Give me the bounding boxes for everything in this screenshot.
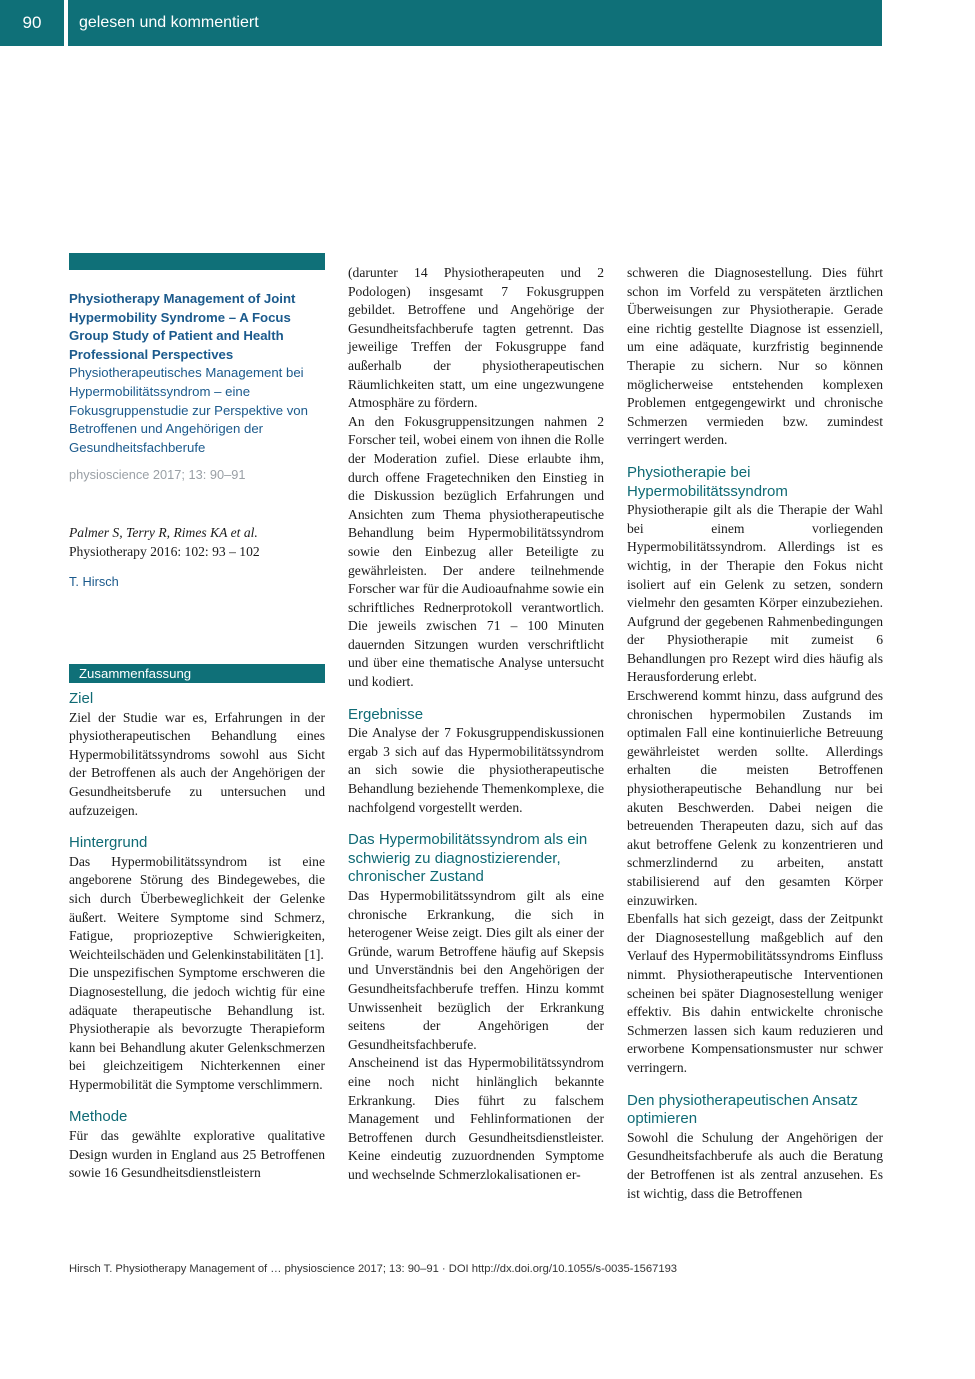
heading-ansatz: Den physiotherapeutischen Ansatz optimieren [627,1091,858,1128]
paragraph-ergebnisse: Die Analyse der 7 Fokusgruppendiskussionen ergab 3 sich auf das Hypermobilitätssyndrom an sich sowie die physiotherapeutische Behandlung beziehende Themenkomplexe, die nachfolgend vorgestellt werden. [348,725,604,815]
paragraph-col3-1: schweren die Diagnosestellung. Dies führt schon im Vorfeld zu verspäteten ärztlichen Überweisungen zur Physiotherapie. Gerade eine richtig gestellte Diagnose ist essenziell, um eine adäquate, kurzfristig beginnende Therapie zu sichern. Nur so können möglicherweise entstehenden komplexen Problemen entgegengewirkt und chronische Schmerzen vermieden bzw. zumindest verringert werden. [627,265,883,448]
paragraph-methode: Für das gewählte explorative qualitative Design wurden in England aus 25 Betroffenen sowie 16 Gesundheitsdienstleistern [69,1128,325,1181]
paragraph-syndrom-2: Anscheinend ist das Hypermobilitätssyndrom eine noch nicht hinlänglich bekannte Erkrankung. Dies führt zu falschem Management und Fehlinformationen der Betroffenen durch Gesundheitsdienstleister. Keine eindeutig zuzuordnenden Symptome und wechselnde Schmerzlokalisationen er- [348,1055,604,1182]
heading-ziel: Ziel [69,690,94,707]
citation-source: Physiotherapy 2016: 102: 93 – 102 [69,543,260,559]
column-3 [627,264,883,1203]
paragraph-physio-1: Physiotherapie gilt als die Therapie der Wahl bei einem vorliegenden Hypermobilitätssyndrom. Allerdings ist es wichtig, in der Therapie den Fokus nicht isoliert auf ein Gelenk zu setzen, sondern vielmehr den gesamten Körper einzubeziehen. Aufgrund der gegebenen Rahmenbedingungen der Physiotherapie mit zumeist 6 Behandlungen pro Rezept wird dies häufig als Herausforderung erlebt. [627,502,883,685]
title-english: Physiotherapy Management of Joint Hypermobility Syndrome – A Focus Group Study of Patient and Health Professional Perspectives [69,291,296,362]
header-bar [0,0,882,46]
paragraph-col2-2: An den Fokusgruppensitzungen nahmen 2 Forscher teil, wobei einem von ihnen die Rolle der Moderation zufiel. Diese erlaubte ihm, durch offene Fragetechniken den Einstieg in die Diskussion bezüglich Erfahrungen und Ansichten zum Thema physiotherapeutische Behandlung beim Hypermobilitätssyndrom sowie den Einbezug aller Beteiligte zu gewährleisten. Der andere teilnehmende Forscher war für die Audioaufnahme sowie ein schriftliches Rednerprotokoll verantwortlich. Die jeweils zwischen 71 – 100 Minuten dauernden Sitzungen wurden verschriftlicht und über eine thematische Analyse untersucht und kodiert. [348,413,604,690]
heading-ergebnisse: Ergebnisse [348,705,424,723]
heading-methode: Methode [69,1108,128,1126]
paragraph-ansatz: Sowohl die Schulung der Angehörigen der Gesundheitsfachberufe als auch die Beratung der Betroffenen ist als zentral anzusehen. Es ist wichtig, dass die Betroffenen [627,1129,883,1201]
section-name: gelesen und kommentiert [79,14,259,31]
commentary-author: T. Hirsch [69,574,119,589]
citation-authors: Palmer S, Terry R, Rimes KA et al. [69,525,258,540]
title-bar [69,253,325,270]
heading-syndrom: Das Hypermobilitätssyndrom als ein schwierig zu diagnostizierender, chronischer Zustand [348,831,588,886]
journal-reference: physioscience 2017; 13: 90–91 [69,467,246,482]
title-german: Physiotherapeutisches Management bei Hypermobilitätssyndrom – eine Fokusgruppenstudie zur Perspektive von Betroffenen und Angehörigen der Gesundheitsfachberufe [69,365,308,455]
article-title-block [69,290,325,457]
page-number: 90 [22,13,42,32]
heading-hintergrund: Hintergrund [69,834,148,852]
column-1 [69,690,325,1183]
footer-citation: Hirsch T. Physiotherapy Management of … physioscience 2017; 13: 90–91 · DOI http://dx.doi.org/10.1055/s-0035-1567193 [69,1263,678,1275]
paragraph-ziel: Ziel der Studie war es, Erfahrungen in der physiotherapeutischen Behandlung eines Hypermobilitätssyndroms sowohl aus Sicht der Betroffenen als auch der Angehörigen der Gesundheitsberufe zu untersuchen und aufzuzeigen. [69,709,325,818]
paragraph-physio-2: Erschwerend kommt hinzu, dass aufgrund des chronischen hypermobilen Zustands im optimalen Fall eine kontinuierliche Betreuung gewährleistet werden sollte. Allerdings erhalten die meisten Betroffenen physiotherapeutische Behandlung nur bei akuten Beschwerden. Dabei neigen die betreuenden Therapeuten dazu, sich auf das akut betroffene Gelenk zu konzentrieren und schmerzlindernd zu arbeiten, anstatt stabilisierend auf den gesamten Körper einzuwirken. [627,688,883,908]
column-2 [348,264,604,1185]
abstract-label: Zusammenfassung [69,664,325,683]
heading-physiotherapie: Physiotherapie bei Hypermobilitätssyndrom [627,463,788,500]
paragraph-hintergrund-1: Das Hypermobilitätssyndrom ist eine angeborene Störung des Bindegewebes, die sich durch Überbeweglichkeit der Gelenke äußert. Weitere Symptome sind Schmerz, Fatigue, propriozeptive Schwierigkeiten, Weichteilschäden und Gelenkinstabilitäten [1]. [69,853,325,962]
paragraph-syndrom-1: Das Hypermobilitätssyndrom gilt als eine chronische Erkrankung, die sich in heterogener Weise zeigt. Dies gilt als einer der Gründe, warum Betroffene häufig auf Skepsis und Unverständnis bei den Angehörigen der Gesundheitsfachberufe treffen. Hinzu kommt Unwissenheit bezüglich der Erkrankung seitens der Angehörigen der Gesundheitsfachberufe. [348,888,604,1052]
citation [69,524,325,561]
header-divider [64,0,68,46]
paragraph-physio-3: Ebenfalls hat sich gezeigt, dass der Zeitpunkt der Diagnosestellung maßgeblich auf den Verlauf des Hypermobilitätssyndroms Einfluss nimmt. Physiotherapeutische Interventionen scheinen bei später Diagnosestellung weniger effektiv. Bis dahin entwickelte chronische Schmerzen lassen sich kaum reduzieren und erworbene Kompensationsmuster nur schwer verringern. [627,911,883,1075]
paragraph-col2-1: (darunter 14 Physiotherapeuten und 2 Podologen) insgesamt 7 Fokusgruppen gebildet. Betroffene und Angehörige der Gesundheitsfachberufe tagten getrennt. Das jeweilige Treffen der Fokusgruppe fand außerhalb der physiotherapeutischen Räumlichkeiten statt, um eine ungezwungene Atmosphäre zu fördern. [348,265,604,411]
paragraph-hintergrund-2: Die unspezifischen Symptome erschweren die Diagnosestellung, die jedoch wichtig für eine adäquate therapeutische Behandlung ist. Physiotherapie als bevorzugte Therapieform kann bei Behandlung akuter Gelenkschmerzen bei gleichzeitigem Nichterkennen einer Hypermobilität die Symptome verschlimmern. [69,965,325,1092]
